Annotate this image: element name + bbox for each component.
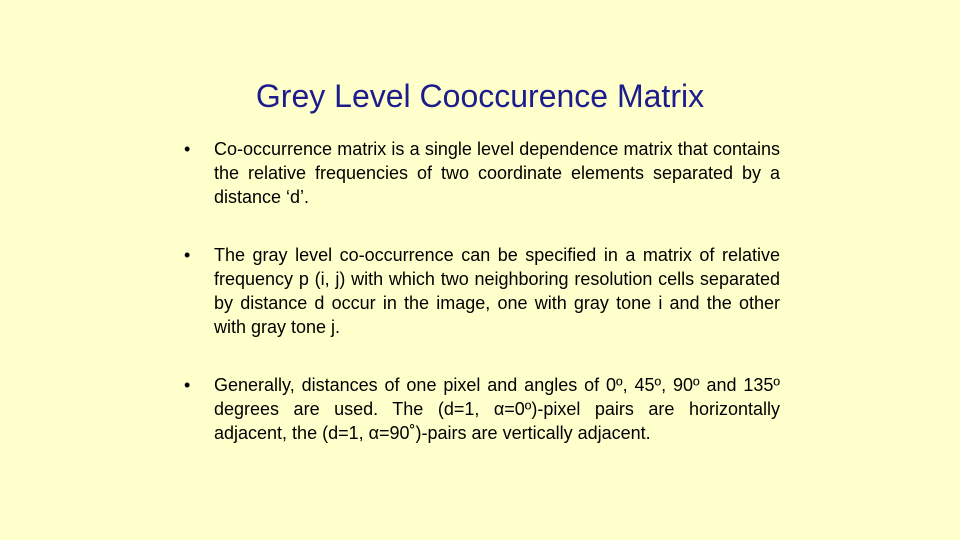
bullet-list bbox=[184, 137, 780, 445]
bullet-item bbox=[184, 373, 780, 445]
bullet-marker-icon: • bbox=[184, 245, 191, 265]
bullet-text: The gray level co-occurrence can be specified in a matrix of relative frequency p (i, j) with which two neighboring resolution cells separated by distance d occur in the image, one with gray tone i and the other with gray tone j. bbox=[214, 245, 780, 337]
bullet-text: Co-occurrence matrix is a single level dependence matrix that contains the relative frequencies of two coordinate elements separated by a distance ‘d’. bbox=[214, 139, 780, 207]
bullet-item bbox=[184, 137, 780, 209]
slide-title: Grey Level Cooccurence Matrix bbox=[255, 78, 705, 114]
bullet-marker-icon: • bbox=[184, 139, 191, 159]
bullet-item bbox=[184, 243, 780, 339]
bullet-text: Generally, distances of one pixel and angles of 0º, 45º, 90º and 135º degrees are used. The (d=1, α=0º)-pixel pairs are horizontally adjacent, the (d=1, α=90˚)-pairs are vertically adjacent. bbox=[214, 375, 780, 443]
bullet-marker-icon: • bbox=[184, 375, 191, 395]
